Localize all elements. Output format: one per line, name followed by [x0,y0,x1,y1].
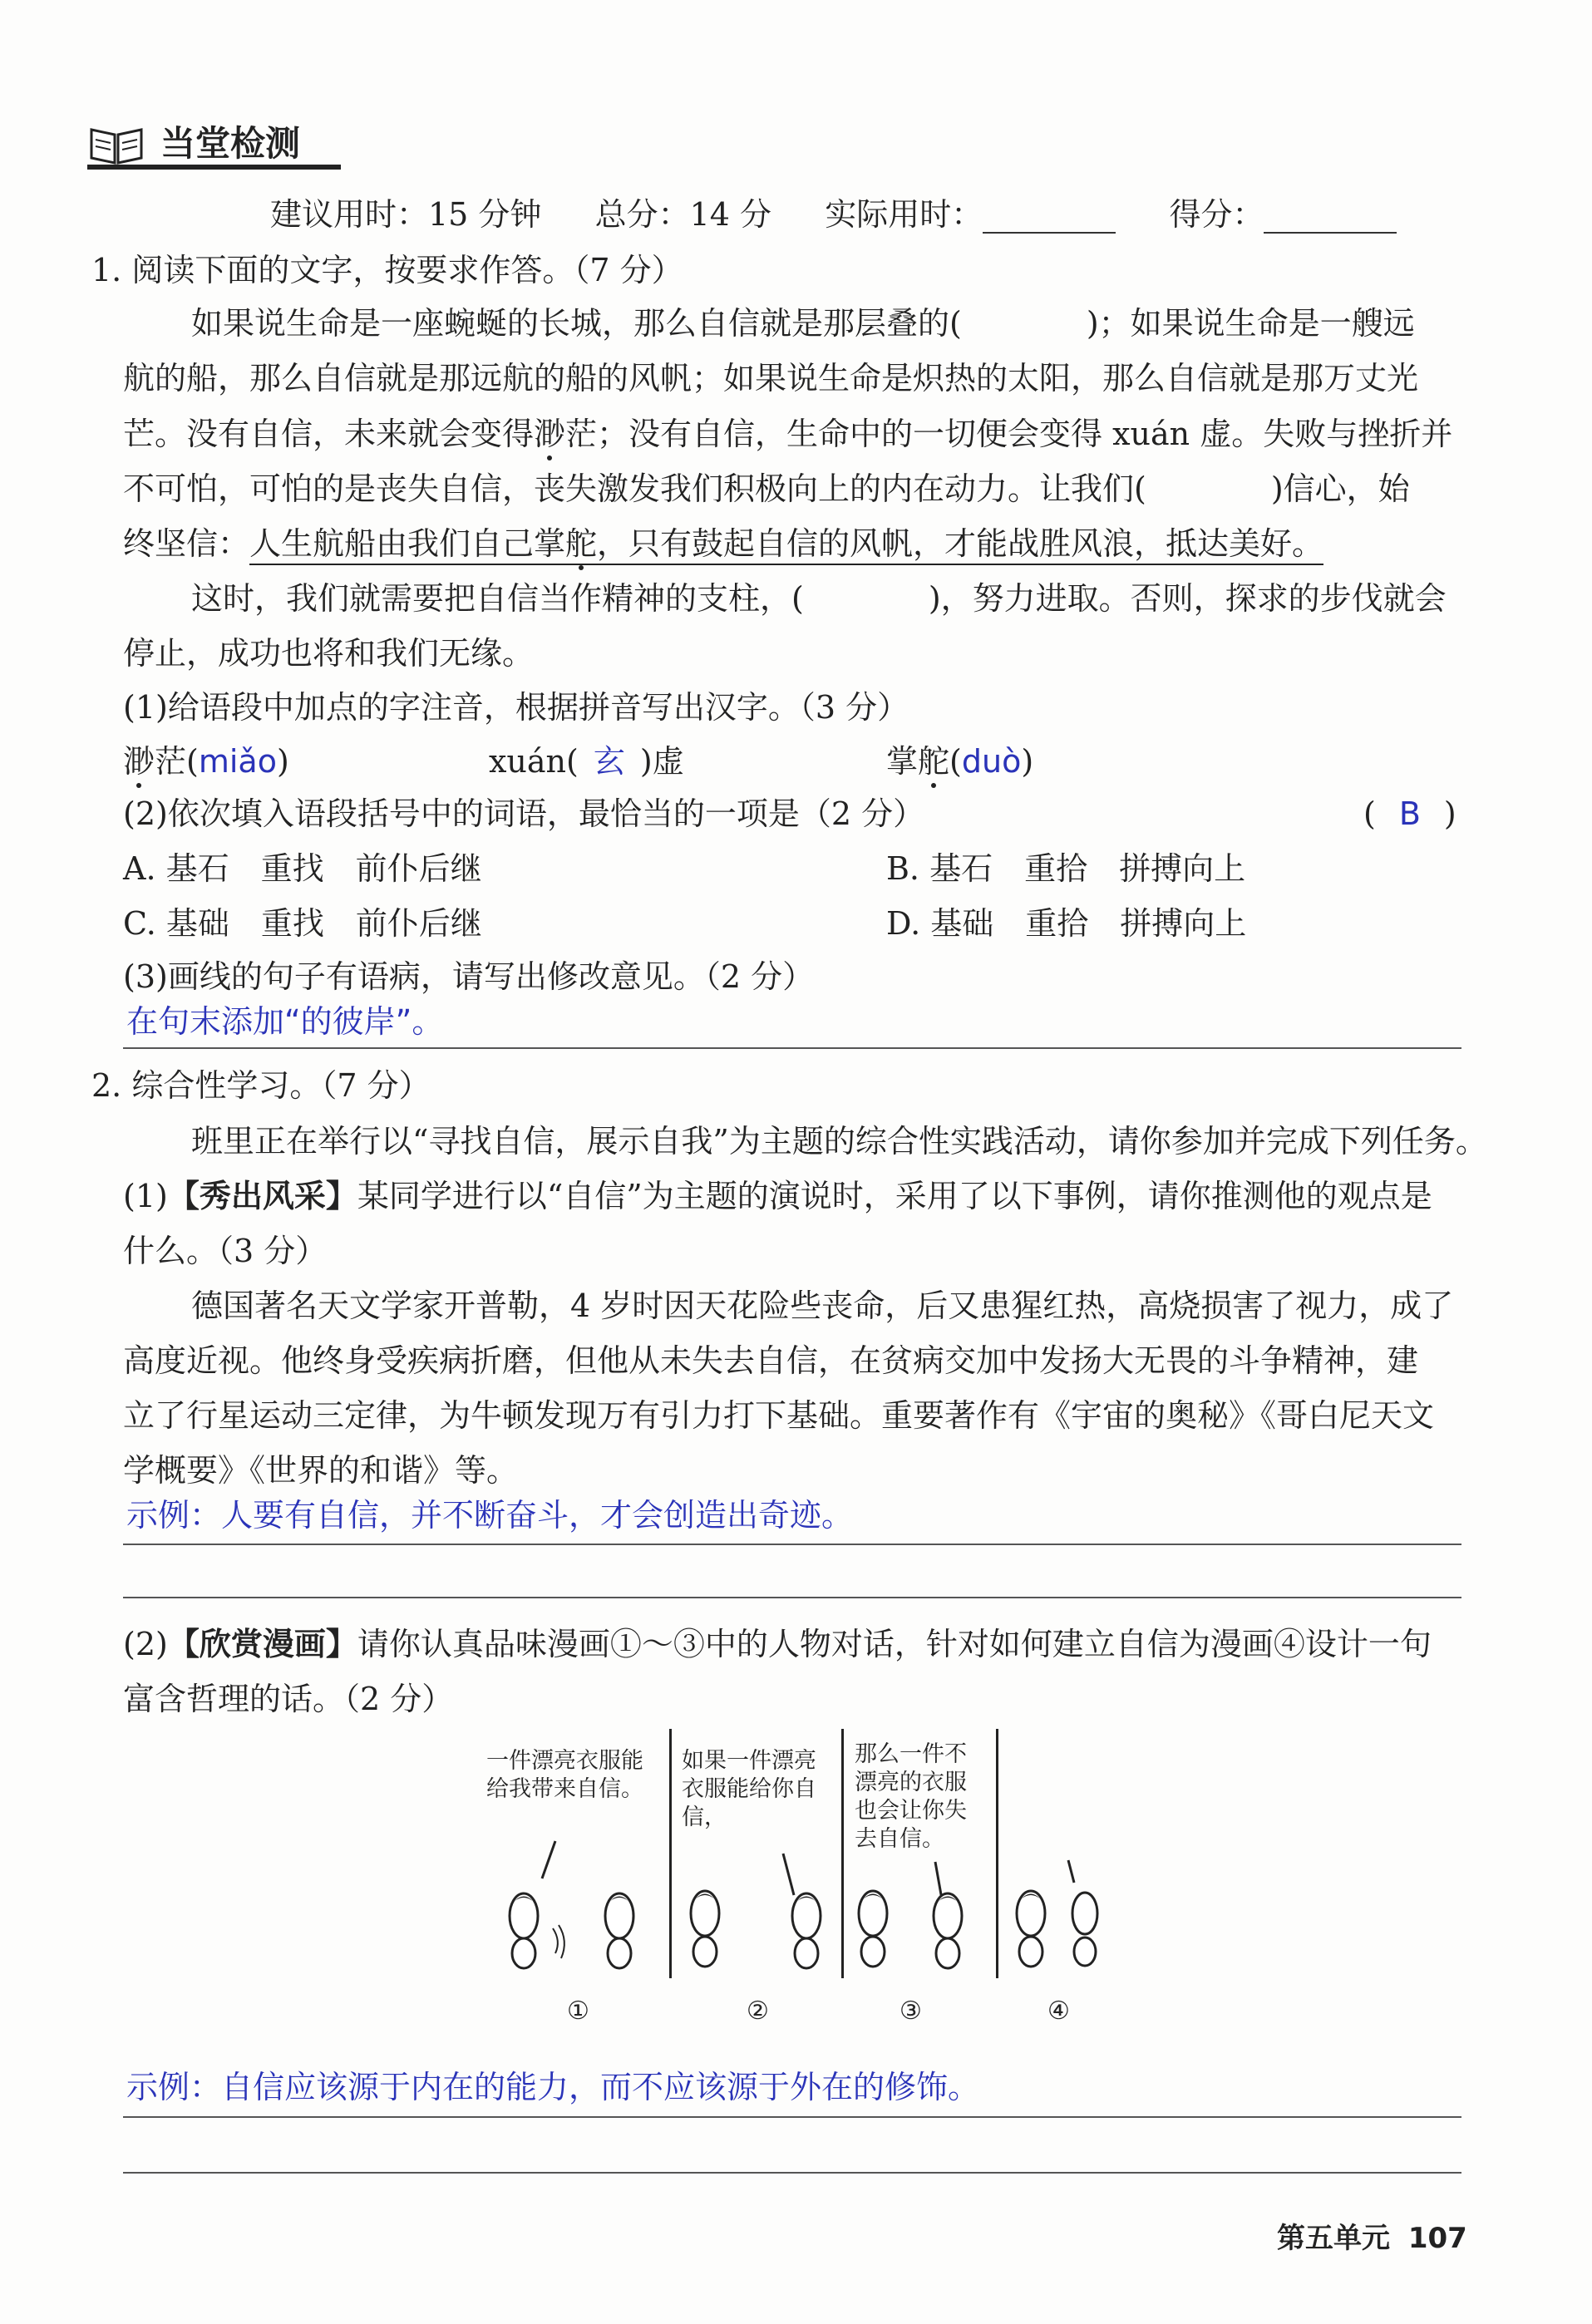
dotted-char-duo: 舵 [565,525,598,562]
q1-sub3-answer: 在句末添加“的彼岸”。 [126,1003,444,1040]
answer-duo: duò [961,743,1022,780]
actual-time-label: 实际用时： [825,196,983,233]
panel-2-number: ② [747,1997,769,2026]
option-c: C. 基础 重找 前仆后继 [123,905,482,942]
section-title: 当堂检测 [160,123,301,164]
answer-xuan: 玄 [593,743,625,780]
q2-s1-prompt: (1)【秀出风采】某同学进行以“自信”为主题的演说时，采用了以下事例，请你推测他的观点是 [123,1177,1432,1214]
q1-sub2-answer: ( B ) [1363,795,1456,832]
score-label: 得分： [1169,196,1264,233]
suggested-time: 建议用时：15 分钟 [270,196,542,233]
answer-line [123,2172,1461,2174]
panel-1-speech: 一件漂亮衣服能给我带来自信。 [486,1748,643,1802]
panel-1-number: ① [567,1997,589,2026]
title-underline [87,165,341,170]
option-d: D. 基础 重拾 拼搏向上 [886,905,1247,942]
task-tag-comic: 【欣赏漫画】 [167,1625,357,1662]
option-a: A. 基石 重找 前仆后继 [123,850,482,887]
q2-s1-answer: 示例：人要有自信，并不断奋斗，才会创造出奇迹。 [126,1497,854,1534]
q2-intro: 班里正在举行以“寻找自信，展示自我”为主题的综合性实践活动，请你参加并完成下列任务。 [191,1123,1487,1160]
section-header [87,116,341,168]
q1-sub2: (2)依次填入语段括号中的词语，最恰当的一项是（2 分） [123,795,925,832]
option-b: B. 基石 重拾 拼搏向上 [886,850,1246,887]
total-score: 总分：14 分 [594,196,772,233]
q2-s2-answer: 示例：自信应该源于内在的能力，而不应该源于外在的修饰。 [126,2069,980,2105]
task-tag-showcase: 【秀出风采】 [167,1177,357,1214]
answer-line [123,1047,1461,1049]
q2-heading: 2. 综合性学习。（7 分） [91,1067,431,1104]
answer-miao: miǎo [198,743,277,780]
meta-line [270,195,1397,234]
page-number: 107 [1407,2222,1467,2255]
q2-s2-prompt: (2)【欣赏漫画】请你认真品味漫画①～③中的人物对话，针对如何建立自信为漫画④设计一句 [123,1625,1432,1662]
q1-sub3: (3)画线的句子有语病，请写出修改意见。（2 分） [123,958,815,995]
panel-3-speech: 那么一件不漂亮的衣服也会让你失去自信。 [855,1741,967,1852]
q1-sub1: (1)给语段中加点的字注音，根据拼音写出汉字。（3 分） [123,689,909,726]
actual-time-field[interactable] [983,207,1116,234]
footer [1277,2215,1467,2256]
score-field[interactable] [1264,207,1397,234]
panel-3-number: ③ [900,1997,922,2026]
panel-4-number: ④ [1047,1997,1070,2026]
book-icon [87,120,145,166]
q1-heading: 1. 阅读下面的文字，按要求作答。（7 分） [91,252,683,288]
answer-line [123,1597,1461,1598]
comic-figures [482,1729,1131,1978]
underlined-sentence: 人生航船由我们自己掌舵，只有鼓起自信的风帆，才能战胜风浪，抵达美好。 [249,525,1323,565]
unit-label: 第五单元 [1277,2222,1390,2255]
answer-line [123,1544,1461,1545]
dotted-char-miao: 渺 [534,416,566,452]
answer-line [123,2116,1461,2118]
comic-strip [482,1729,1131,2045]
panel-2-speech: 如果一件漂亮衣服能给你自信， [682,1748,816,1830]
